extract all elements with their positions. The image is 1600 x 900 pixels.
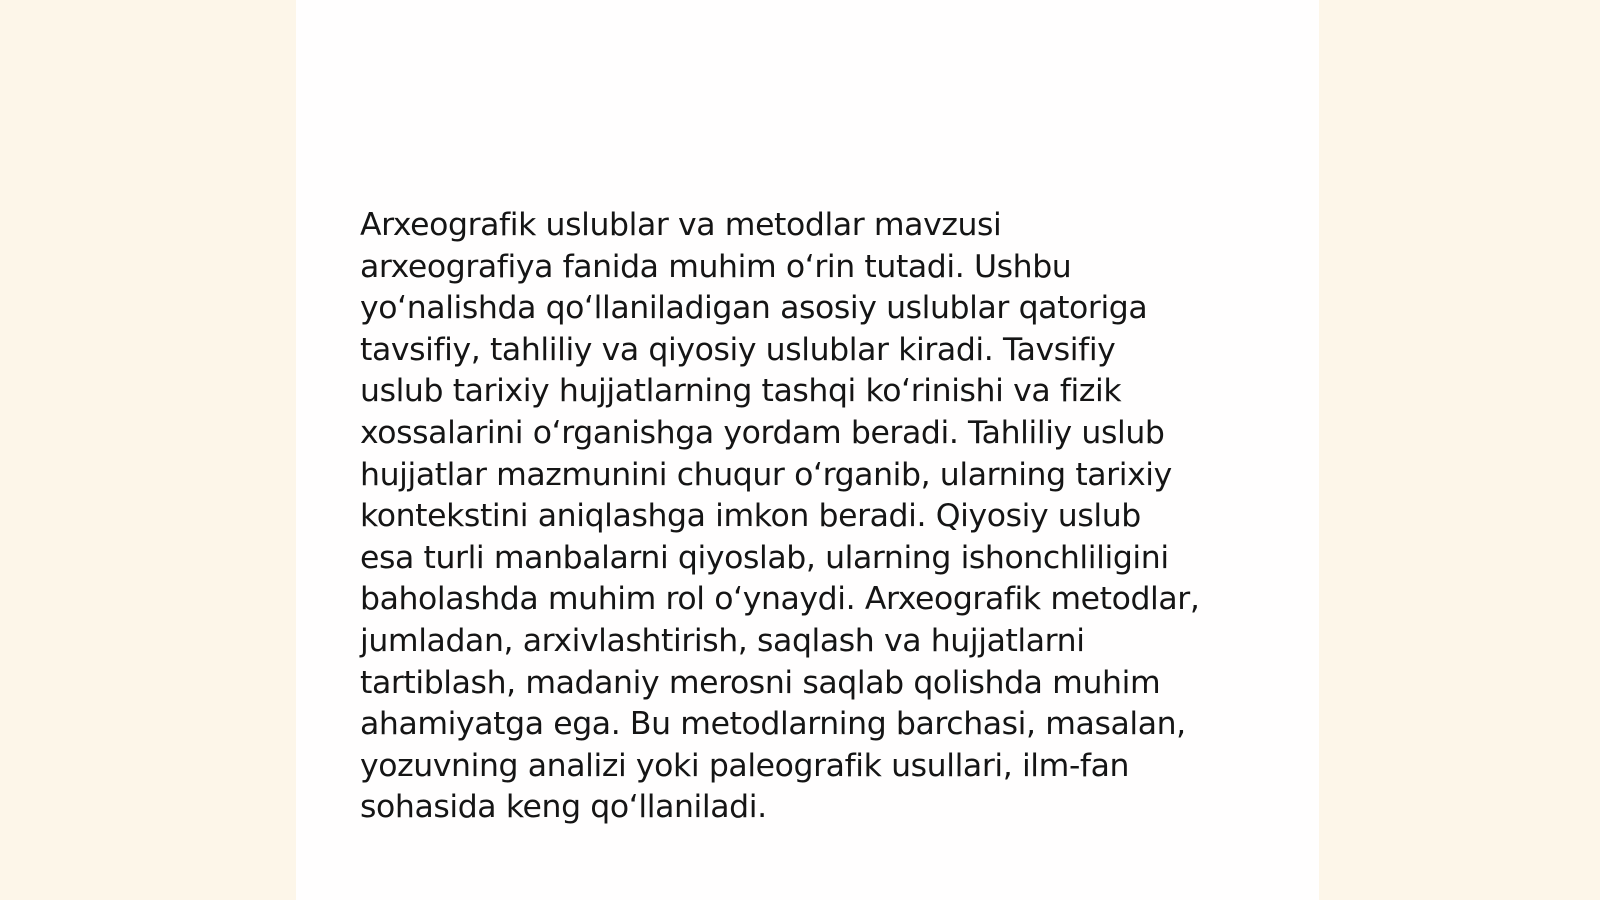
paragraph-line: baholashda muhim rol oʻynaydi. Arxeografik metodlar, (360, 581, 1200, 618)
paragraph-line: tavsifiy, tahliliy va qiyosiy uslublar kiradi. Tavsifiy (360, 331, 1116, 368)
paragraph-line: yozuvning analizi yoki paleografik usullari, ilm-fan (360, 747, 1130, 784)
paragraph-line: kontekstini aniqlashga imkon beradi. Qiyosiy uslub (360, 498, 1141, 535)
paragraph-line: tartiblash, madaniy merosni saqlab qolishda muhim (360, 664, 1161, 701)
paragraph-line: arxeografiya fanida muhim oʻrin tutadi. Ushbu (360, 248, 1072, 285)
paragraph-line: yoʻnalishda qoʻllaniladigan asosiy uslublar qatoriga (360, 290, 1148, 327)
paragraph-line: uslub tarixiy hujjatlarning tashqi koʻrinishi va fizik (360, 373, 1122, 410)
paragraph-line: Arxeografik uslublar va metodlar mavzusi (360, 207, 1002, 243)
body-paragraph (360, 205, 1260, 829)
paragraph-line: ahamiyatga ega. Bu metodlarning barchasi, masalan, (360, 706, 1186, 743)
document-page (296, 0, 1319, 900)
paragraph-line: xossalarini oʻrganishga yordam beradi. Tahliliy uslub (360, 414, 1165, 451)
paragraph-line: hujjatlar mazmunini chuqur oʻrganib, ularning tarixiy (360, 456, 1172, 493)
paragraph-line: sohasida keng qoʻllaniladi. (360, 789, 767, 826)
paragraph-line: esa turli manbalarni qiyoslab, ularning ishonchliligini (360, 539, 1169, 576)
paragraph-line: jumladan, arxivlashtirish, saqlash va hujjatlarni (360, 622, 1085, 659)
